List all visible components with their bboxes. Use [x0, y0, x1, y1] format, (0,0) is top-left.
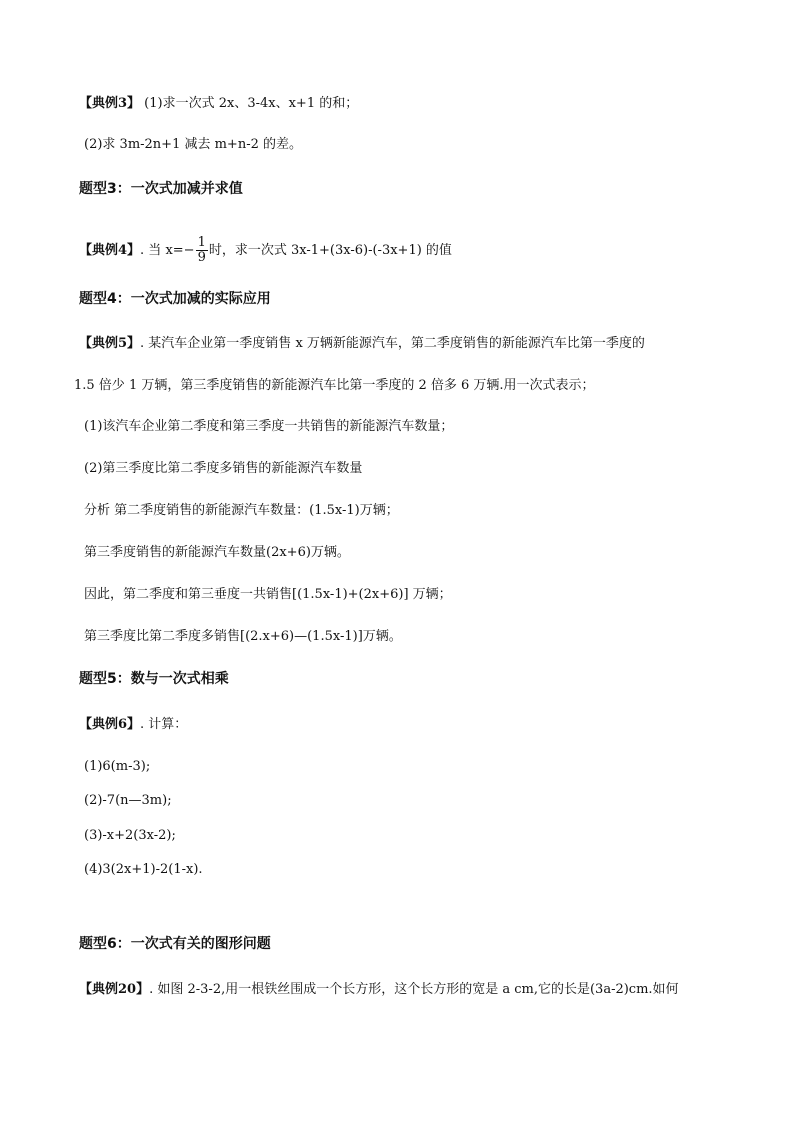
example-20-label: 【典例20】: [79, 982, 150, 997]
example-6-item-3: (3)-x+2(3x-2);: [84, 828, 176, 843]
example-5-line-2: 1.5 倍少 1 万辆，第三季度销售的新能源汽车比第一季度的 2 倍多 6 万辆.用一次式表示；: [74, 378, 595, 393]
example-4-line: [79, 236, 452, 265]
heading-type-4: 题型4：一次式加减的实际应用: [79, 291, 271, 307]
example-5-question-2: (2)第三季度比第二季度多销售的新能源汽车数量: [84, 461, 363, 476]
example-6-label: 【典例6】: [79, 717, 141, 732]
heading-type-6: 题型6：一次式有关的图形问题: [79, 936, 271, 952]
example-3-text-1: (1)求一次式 2x、3-4x、x+1 的和；: [140, 96, 359, 111]
example-6-item-1: (1)6(m-3);: [84, 759, 151, 774]
example-3-line-2: (2)求 3m-2n+1 减去 m+n-2 的差。: [84, 137, 302, 152]
example-6-item-2: (2)-7(n—3m);: [84, 793, 172, 808]
fraction: [196, 236, 208, 265]
example-20-text-1: . 如图 2-3-2,用一根铁丝围成一个长方形，这个长方形的宽是 a cm,它的长是(3a-2)cm.如何: [149, 982, 679, 997]
example-4-pre: . 当 x=−: [140, 243, 195, 258]
example-4-post: 时，求一次式 3x-1+(3x-6)-(-3x+1) 的值: [208, 243, 452, 258]
example-3-line-1: [79, 95, 358, 113]
heading-type-3: 题型3：一次式加减并求值: [79, 181, 243, 197]
example-20-line-1: [79, 981, 679, 999]
example-5-analysis-4: 第三季度比第二季度多销售[(2.x+6)—(1.5x-1)]万辆。: [84, 629, 402, 644]
example-5-analysis-3: 因此，第二季度和第三垂度一共销售[(1.5x-1)+(2x+6)] 万辆；: [84, 587, 452, 602]
example-4-label: 【典例4】: [79, 243, 141, 258]
example-6-intro: . 计算：: [140, 717, 188, 732]
example-5-text-1: . 某汽车企业第一季度销售 x 万辆新能源汽车，第二季度销售的新能源汽车比第一季度的: [140, 336, 645, 351]
example-5-question-1: (1)该汽车企业第二季度和第三季度一共销售的新能源汽车数量；: [84, 419, 454, 434]
example-5-analysis-2: 第三季度销售的新能源汽车数量(2x+6)万辆。: [84, 545, 350, 560]
example-5-label: 【典例5】: [79, 336, 141, 351]
example-3-label: 【典例3】: [79, 96, 141, 111]
heading-type-5: 题型5：数与一次式相乘: [79, 671, 229, 687]
fraction-denominator: 9: [197, 250, 206, 265]
example-5-analysis-1: 分析 第二季度销售的新能源汽车数量：(1.5x-1)万辆；: [84, 503, 399, 518]
fraction-numerator: 1: [197, 235, 206, 250]
example-6-line: [79, 716, 187, 734]
example-5-line-1: [79, 335, 645, 353]
example-6-item-4: (4)3(2x+1)-2(1-x).: [84, 862, 203, 877]
